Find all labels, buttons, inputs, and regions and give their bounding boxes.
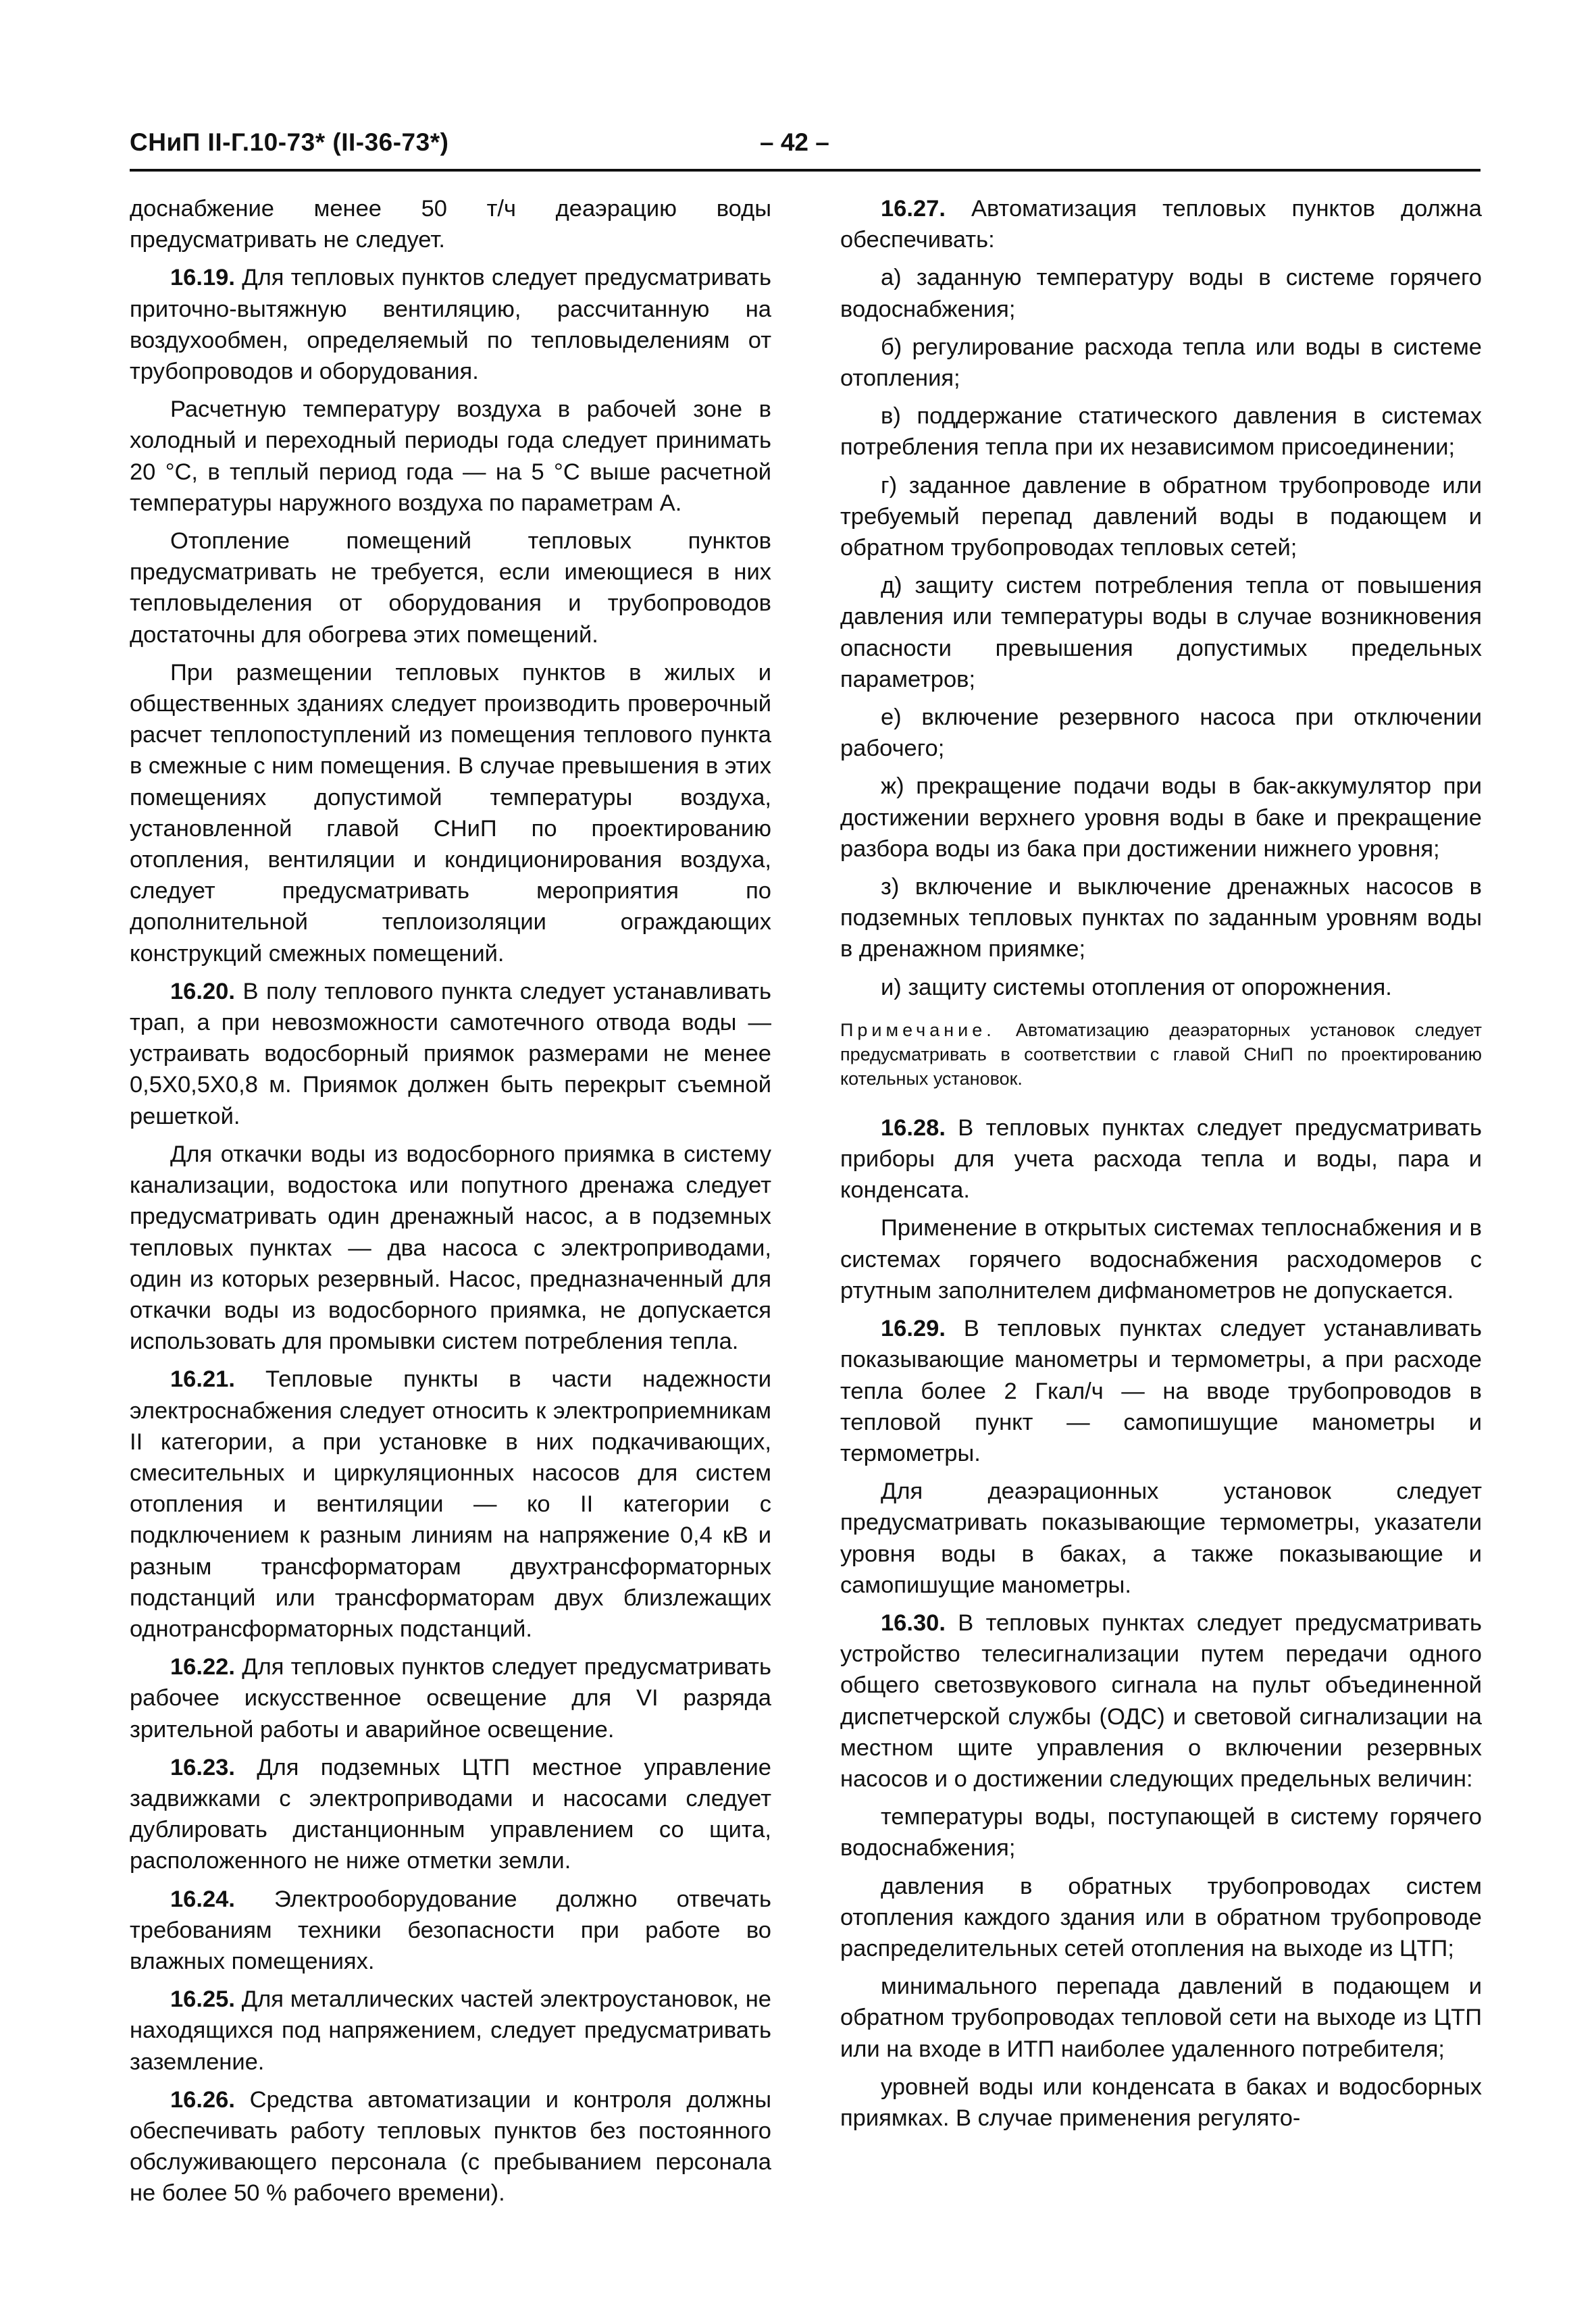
- clause-number: 16.23.: [170, 1754, 235, 1780]
- clause-16-28: [840, 1112, 1482, 1206]
- clause-text: Для подземных ЦТП местное управление задвижками с электроприводами и насосами следует дублировать дистанционным управлением со щита, расположенного не ниже отметки земли.: [130, 1754, 771, 1874]
- paragraph: При размещении тепловых пунктов в жилых и общественных зданиях следует производить проверочный расчет теплопоступлений из помещения теплового пункта в смежные с ним помещения. В случае превышения в этих помещениях допустимой температуры воздуха, установленной главой СНиП по проектированию отопления, вентиляции и кондиционирования воздуха, следует предусматривать мероприятия по дополнительной теплоизоляции ограждающих конструкций смежных помещений.: [130, 659, 771, 967]
- clause-number: 16.24.: [170, 1886, 235, 1912]
- header-rule: [130, 169, 1481, 172]
- clause-16-29: [840, 1313, 1482, 1469]
- list-item: е) включение резервного насоса при отключении рабочего;: [840, 704, 1482, 762]
- clause-text: Автоматизация тепловых пунктов должна обеспечивать:: [840, 196, 1482, 253]
- list-item: ж) прекращение подачи воды в бак-аккумулятор при достижении верхнего уровня воды в баке и прекращение разбора воды из бака при достижении нижнего уровня;: [840, 773, 1482, 862]
- list-item: температуры воды, поступающей в систему горячего водоснабжения;: [840, 1804, 1482, 1861]
- document-code: СНиП II-Г.10-73* (II-36-73*): [130, 128, 449, 156]
- clause-number: 16.30.: [881, 1610, 946, 1636]
- note-text: Автоматизацию деаэраторных установок следует предусматривать в соответствии с главой СНиП по проектированию котельных установок.: [840, 1019, 1482, 1089]
- clause-16-24: [130, 1884, 771, 1978]
- clause-text: Для тепловых пунктов следует предусматривать приточно-вытяжную вентиляцию, рассчитанную на воздухообмен, определяемый по тепловыделениям от трубопроводов и оборудования.: [130, 265, 771, 385]
- clause-text: Электрооборудование должно отвечать требованиям техники безопасности при работе во влажных помещениях.: [130, 1886, 771, 1974]
- clause-16-20: [130, 976, 771, 1132]
- clause-text: Тепловые пункты в части надежности электроснабжения следует относить к электроприемникам II категории, а при установке в них подкачивающих, смесительных и циркуляционных насосов для систем отопления и вентиляции — ко II категории с подключением к разным линиям на напряжение 0,4 кВ и разным трансформаторам двухтрансформаторных подстанций или трансформаторам двух близлежащих однотрансформаторных подстанций.: [130, 1366, 771, 1642]
- list-item: б) регулирование расхода тепла или воды в системе отопления;: [840, 334, 1482, 392]
- list-item: а) заданную температуру воды в системе горячего водоснабжения;: [840, 265, 1482, 322]
- note: [840, 1018, 1482, 1091]
- clause-16-22: [130, 1651, 771, 1745]
- list-item: уровней воды или конденсата в баках и водосборных приямках. В случае применения регулято-: [840, 2074, 1482, 2131]
- list-item: г) заданное давление в обратном трубопроводе или требуемый перепад давлений воды в подающем и обратном трубопроводах тепловых сетей;: [840, 472, 1482, 561]
- clause-number: 16.20.: [170, 978, 235, 1004]
- right-column: [840, 193, 1482, 2140]
- clause-text: В тепловых пунктах следует предусматривать приборы для учета расхода тепла и воды, пара и конденсата.: [840, 1114, 1482, 1204]
- clause-16-26: [130, 2084, 771, 2209]
- clause-16-27: [840, 193, 1482, 255]
- paragraph: Расчетную температуру воздуха в рабочей зоне в холодный и переходный периоды года следует принимать 20 °С, в теплый период года — на 5 °С выше расчетной температуры наружного воздуха по параметрам А.: [130, 396, 771, 516]
- clause-text: Для металлических частей электроустановок, не находящихся под напряжением, следует предусматривать заземление.: [130, 1986, 771, 2075]
- page-number: – 42 –: [760, 128, 829, 156]
- clause-text: В полу теплового пункта следует устанавливать трап, а при невозможности самотечного отвода воды — устраивать водосборный приямок размерами не менее 0,5Х0,5Х0,8 м. Приямок должен быть перекрыт съемной решеткой.: [130, 978, 771, 1129]
- clause-16-21: [130, 1364, 771, 1645]
- paragraph: Для деаэрационных установок следует предусматривать показывающие термометры, указатели уровня воды в баках, а также показывающие и самопишущие манометры.: [840, 1479, 1482, 1598]
- list-item: д) защиту систем потребления тепла от повышения давления или температуры воды в случае возникновения опасности превышения допустимых предельных параметров;: [840, 573, 1482, 692]
- clause-number: 16.26.: [170, 2086, 235, 2113]
- paragraph: доснабжение менее 50 т/ч деаэрацию воды предусматривать не следует.: [130, 196, 771, 253]
- list-item: в) поддержание статического давления в системах потребления тепла при их независимом присоединении;: [840, 403, 1482, 461]
- clause-16-25: [130, 1984, 771, 2078]
- clause-text: В тепловых пунктах следует предусматривать устройство телесигнализации путем передачи одного общего светозвукового сигнала на пульт объединенной диспетчерской службы (ОДС) и световой сигнализации на местном щите управления о включении резервных насосов и о достижении следующих предельных величин:: [840, 1610, 1482, 1792]
- clause-text: Для тепловых пунктов следует предусматривать рабочее искусственное освещение для VI разряда зрительной работы и аварийное освещение.: [130, 1654, 771, 1743]
- paragraph: Отопление помещений тепловых пунктов предусматривать не требуется, если имеющиеся в них тепловыделения от оборудования и трубопроводов достаточны для обогрева этих помещений.: [130, 528, 771, 648]
- paragraph: Применение в открытых системах теплоснабжения и в системах горячего водоснабжения расходомеров с ртутным заполнителем дифманометров не допускается.: [840, 1215, 1482, 1304]
- list-item: и) защиту системы отопления от опорожнения.: [881, 974, 1392, 1000]
- clause-16-30: [840, 1608, 1482, 1795]
- paragraph: Для откачки воды из водосборного приямка в систему канализации, водостока или попутного дренажа следует предусматривать один дренажный насос, а в подземных тепловых пунктах — два насоса с электроприводами, один из которых резервный. Насос, предназначенный для откачки воды из водосборного приямка, не допускается использовать для промывки систем потребления тепла.: [130, 1141, 771, 1355]
- clause-number: 16.25.: [170, 1986, 235, 2013]
- clause-number: 16.19.: [170, 265, 235, 291]
- clause-16-23: [130, 1752, 771, 1877]
- clause-text: В тепловых пунктах следует устанавливать показывающие манометры и термометры, а при расходе тепла более 2 Гкал/ч — на вводе трубопроводов в тепловой пункт — самопишущие манометры и термометры.: [840, 1316, 1482, 1466]
- clause-16-19: [130, 262, 771, 387]
- left-column: [130, 193, 771, 2216]
- clause-number: 16.22.: [170, 1654, 235, 1680]
- clause-number: 16.28.: [881, 1114, 946, 1141]
- clause-number: 16.21.: [170, 1366, 235, 1393]
- note-label: Примечание.: [840, 1019, 996, 1040]
- clause-number: 16.27.: [881, 196, 946, 222]
- clause-number: 16.29.: [881, 1316, 946, 1342]
- list-item: давления в обратных трубопроводах систем отопления каждого здания или в обратном трубопроводе распределительных сетей отопления на выходе из ЦТП;: [840, 1873, 1482, 1961]
- list-item: з) включение и выключение дренажных насосов в подземных тепловых пунктах по заданным уровням воды в дренажном приямке;: [840, 874, 1482, 962]
- clause-text: Средства автоматизации и контроля должны обеспечивать работу тепловых пунктов без постоянного обслуживающего персонала (с пребыванием персонала не более 50 % рабочего времени).: [130, 2086, 771, 2207]
- list-item: минимального перепада давлений в подающем и обратном трубопроводах тепловой сети на выходе из ЦТП или на входе в ИТП наиболее удаленного потребителя;: [840, 1974, 1482, 2062]
